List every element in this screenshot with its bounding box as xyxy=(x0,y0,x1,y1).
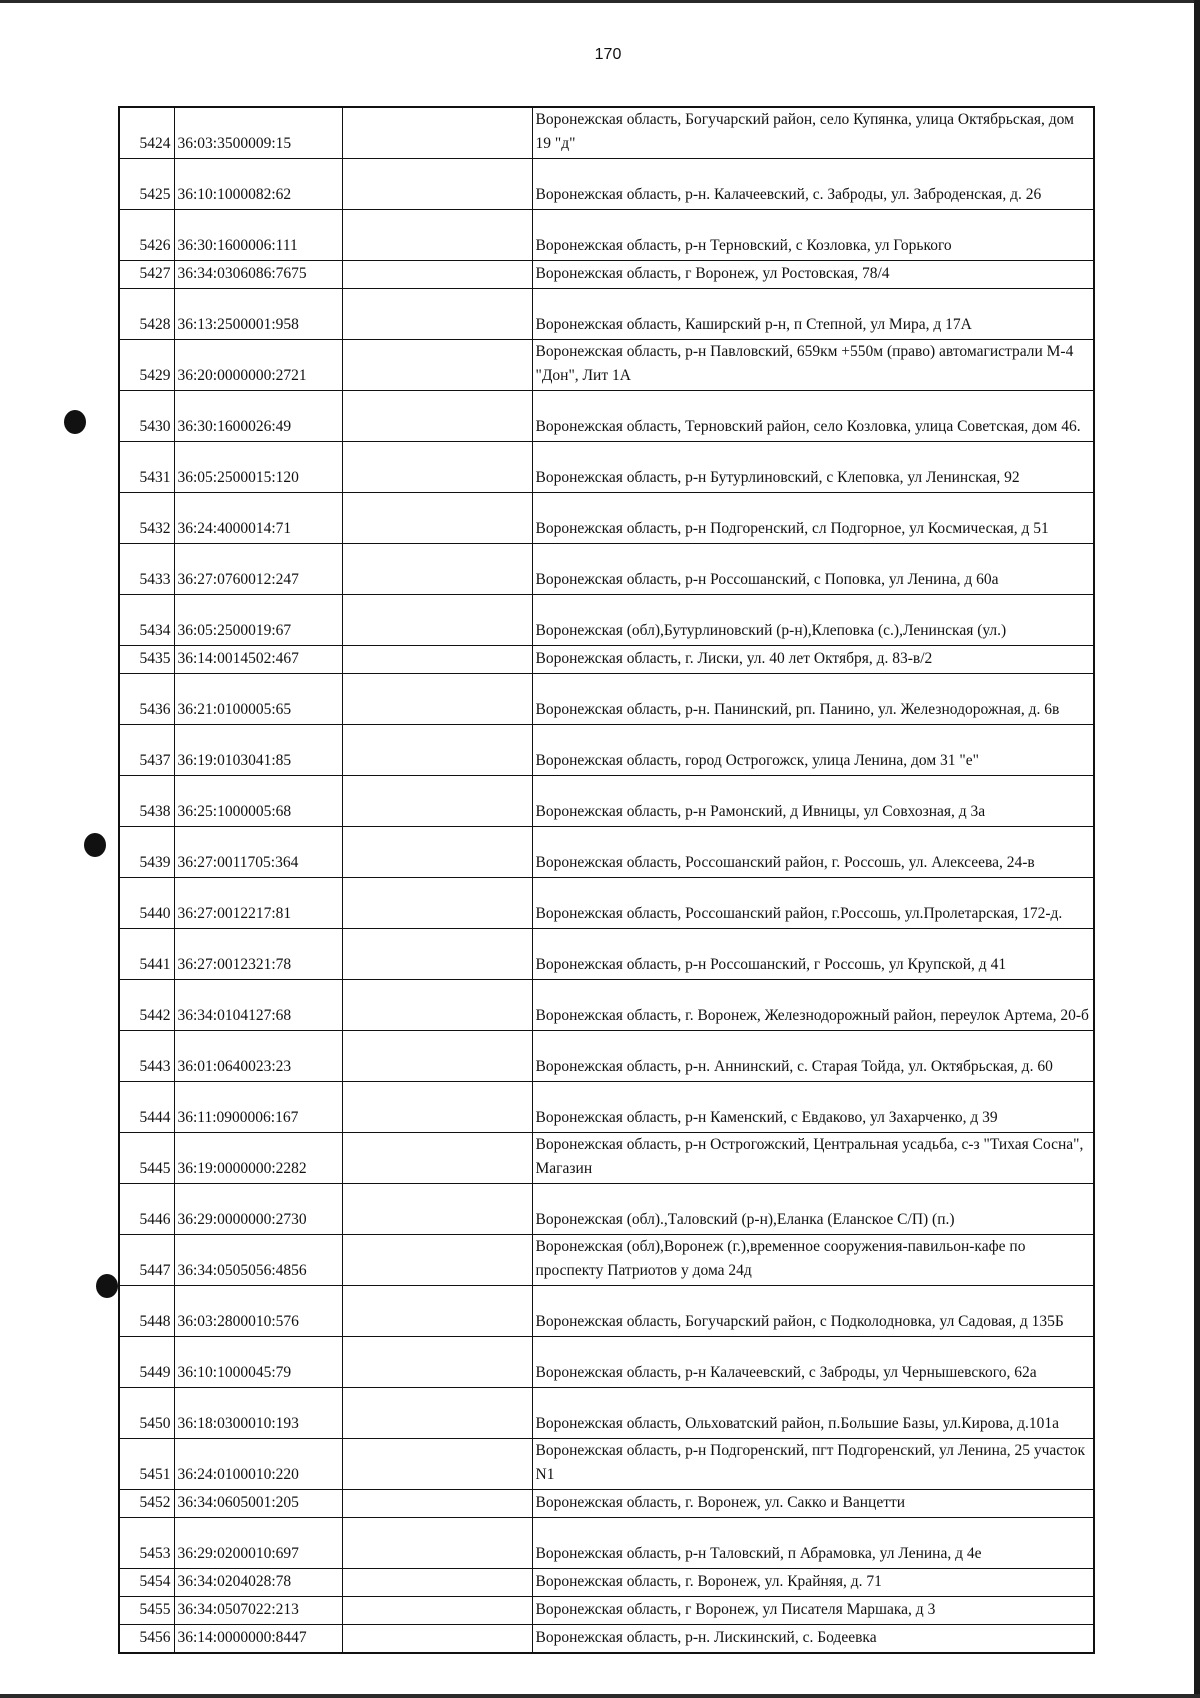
address-cell: Воронежская область, р-н. Аннинский, с. Старая Тойда, ул. Октябрьская, д. 60 xyxy=(532,1031,1094,1082)
cadastral-number-cell: 36:11:0900006:167 xyxy=(174,1082,342,1133)
table-row xyxy=(119,544,1094,595)
table-row xyxy=(119,1337,1094,1388)
table-row xyxy=(119,107,1094,159)
cadastral-number-cell: 36:21:0100005:65 xyxy=(174,674,342,725)
address-cell: Воронежская область, г. Лиски, ул. 40 лет Октября, д. 83-в/2 xyxy=(532,646,1094,674)
table-row xyxy=(119,1082,1094,1133)
punch-hole-mark xyxy=(96,1274,118,1298)
table-row xyxy=(119,980,1094,1031)
address-cell: Воронежская область, р-н Каменский, с Евдаково, ул Захарченко, д 39 xyxy=(532,1082,1094,1133)
blank-cell xyxy=(342,1625,532,1654)
punch-hole-mark xyxy=(64,410,86,434)
punch-hole-mark xyxy=(84,833,106,857)
address-cell: Воронежская область, р-н Бутурлиновский, с Клеповка, ул Ленинская, 92 xyxy=(532,442,1094,493)
cadastral-number-cell: 36:34:0507022:213 xyxy=(174,1597,342,1625)
table-row xyxy=(119,159,1094,210)
address-cell: Воронежская область, р-н Рамонский, д Ивницы, ул Совхозная, д 3а xyxy=(532,776,1094,827)
blank-cell xyxy=(342,646,532,674)
row-number-cell: 5438 xyxy=(119,776,174,827)
cadastral-number-cell: 36:05:2500015:120 xyxy=(174,442,342,493)
address-cell: Воронежская область, г Воронеж, ул Ростовская, 78/4 xyxy=(532,261,1094,289)
cadastral-number-cell: 36:14:0014502:467 xyxy=(174,646,342,674)
blank-cell xyxy=(342,1184,532,1235)
blank-cell xyxy=(342,1388,532,1439)
blank-cell xyxy=(342,493,532,544)
address-cell: Воронежская область, город Острогожск, улица Ленина, дом 31 "е" xyxy=(532,725,1094,776)
blank-cell xyxy=(342,1133,532,1184)
address-cell: Воронежская область, р-н. Лискинский, с. Бодеевка xyxy=(532,1625,1094,1654)
scan-edge-right xyxy=(1194,0,1200,1698)
blank-cell xyxy=(342,1235,532,1286)
scan-edge-bottom xyxy=(0,1694,1200,1698)
row-number-cell: 5430 xyxy=(119,391,174,442)
row-number-cell: 5437 xyxy=(119,725,174,776)
blank-cell xyxy=(342,1286,532,1337)
cadastral-number-cell: 36:14:0000000:8447 xyxy=(174,1625,342,1654)
address-cell: Воронежская область, р-н Терновский, с Козловка, ул Горького xyxy=(532,210,1094,261)
address-cell: Воронежская область, г Воронеж, ул Писателя Маршака, д 3 xyxy=(532,1597,1094,1625)
table-row xyxy=(119,1597,1094,1625)
table-row xyxy=(119,442,1094,493)
cadastral-number-cell: 36:10:1000082:62 xyxy=(174,159,342,210)
blank-cell xyxy=(342,1518,532,1569)
page-number: 170 xyxy=(594,46,622,63)
table-row xyxy=(119,1286,1094,1337)
cadastral-number-cell: 36:05:2500019:67 xyxy=(174,595,342,646)
row-number-cell: 5446 xyxy=(119,1184,174,1235)
address-cell: Воронежская область, р-н Подгоренский, сл Подгорное, ул Космическая, д 51 xyxy=(532,493,1094,544)
blank-cell xyxy=(342,1082,532,1133)
cadastral-number-cell: 36:34:0505056:4856 xyxy=(174,1235,342,1286)
address-cell: Воронежская область, р-н Таловский, п Абрамовка, ул Ленина, д 4е xyxy=(532,1518,1094,1569)
blank-cell xyxy=(342,1337,532,1388)
blank-cell xyxy=(342,1031,532,1082)
cadastral-number-cell: 36:01:0640023:23 xyxy=(174,1031,342,1082)
cadastral-number-cell: 36:27:0012217:81 xyxy=(174,878,342,929)
cadastral-number-cell: 36:19:0103041:85 xyxy=(174,725,342,776)
table-row xyxy=(119,391,1094,442)
table-row xyxy=(119,878,1094,929)
cadastral-number-cell: 36:10:1000045:79 xyxy=(174,1337,342,1388)
blank-cell xyxy=(342,1490,532,1518)
cadastral-number-cell: 36:19:0000000:2282 xyxy=(174,1133,342,1184)
blank-cell xyxy=(342,1569,532,1597)
table-row xyxy=(119,210,1094,261)
row-number-cell: 5439 xyxy=(119,827,174,878)
blank-cell xyxy=(342,544,532,595)
table-row xyxy=(119,289,1094,340)
address-cell: Воронежская область, г. Воронеж, ул. Сакко и Ванцетти xyxy=(532,1490,1094,1518)
table-row xyxy=(119,1235,1094,1286)
row-number-cell: 5451 xyxy=(119,1439,174,1490)
cadastral-number-cell: 36:29:0000000:2730 xyxy=(174,1184,342,1235)
cadastral-number-cell: 36:03:2800010:576 xyxy=(174,1286,342,1337)
cadastral-number-cell: 36:27:0760012:247 xyxy=(174,544,342,595)
address-cell: Воронежская (обл).,Таловский (р-н),Еланка (Еланское С/П) (п.) xyxy=(532,1184,1094,1235)
cadastral-number-cell: 36:24:0100010:220 xyxy=(174,1439,342,1490)
blank-cell xyxy=(342,595,532,646)
address-cell: Воронежская область, р-н Павловский, 659км +550м (право) автомагистрали М-4 "Дон", Лит 1А xyxy=(532,340,1094,391)
row-number-cell: 5436 xyxy=(119,674,174,725)
row-number-cell: 5435 xyxy=(119,646,174,674)
table-row xyxy=(119,1031,1094,1082)
blank-cell xyxy=(342,1597,532,1625)
blank-cell xyxy=(342,159,532,210)
row-number-cell: 5433 xyxy=(119,544,174,595)
row-number-cell: 5444 xyxy=(119,1082,174,1133)
table-row xyxy=(119,1490,1094,1518)
address-cell: Воронежская область, Богучарский район, с Подколодновка, ул Садовая, д 135Б xyxy=(532,1286,1094,1337)
table-row xyxy=(119,646,1094,674)
blank-cell xyxy=(342,674,532,725)
address-cell: Воронежская область, г. Воронеж, ул. Крайняя, д. 71 xyxy=(532,1569,1094,1597)
row-number-cell: 5434 xyxy=(119,595,174,646)
address-cell: Воронежская область, р-н. Панинский, рп. Панино, ул. Железнодорожная, д. 6в xyxy=(532,674,1094,725)
row-number-cell: 5448 xyxy=(119,1286,174,1337)
address-cell: Воронежская область, р-н Острогожский, Центральная усадьба, с-з "Тихая Сосна", Магазин xyxy=(532,1133,1094,1184)
address-cell: Воронежская область, р-н. Калачеевский, с. Заброды, ул. Заброденская, д. 26 xyxy=(532,159,1094,210)
cadastral-number-cell: 36:34:0306086:7675 xyxy=(174,261,342,289)
row-number-cell: 5441 xyxy=(119,929,174,980)
row-number-cell: 5447 xyxy=(119,1235,174,1286)
blank-cell xyxy=(342,391,532,442)
blank-cell xyxy=(342,107,532,159)
cadastral-number-cell: 36:27:0011705:364 xyxy=(174,827,342,878)
blank-cell xyxy=(342,725,532,776)
table-row xyxy=(119,827,1094,878)
row-number-cell: 5450 xyxy=(119,1388,174,1439)
row-number-cell: 5429 xyxy=(119,340,174,391)
address-cell: Воронежская область, р-н Россошанский, с Поповка, ул Ленина, д 60а xyxy=(532,544,1094,595)
blank-cell xyxy=(342,980,532,1031)
table-row xyxy=(119,1133,1094,1184)
address-cell: Воронежская область, Ольховатский район, п.Большие Базы, ул.Кирова, д.101а xyxy=(532,1388,1094,1439)
cadastral-number-cell: 36:29:0200010:697 xyxy=(174,1518,342,1569)
address-cell: Воронежская область, р-н Подгоренский, пгт Подгоренский, ул Ленина, 25 участок N1 xyxy=(532,1439,1094,1490)
blank-cell xyxy=(342,442,532,493)
table-row xyxy=(119,1184,1094,1235)
blank-cell xyxy=(342,929,532,980)
row-number-cell: 5445 xyxy=(119,1133,174,1184)
row-number-cell: 5456 xyxy=(119,1625,174,1654)
blank-cell xyxy=(342,289,532,340)
row-number-cell: 5452 xyxy=(119,1490,174,1518)
row-number-cell: 5428 xyxy=(119,289,174,340)
address-cell: Воронежская область, Каширский р-н, п Степной, ул Мира, д 17А xyxy=(532,289,1094,340)
address-cell: Воронежская область, Россошанский район, г.Россошь, ул.Пролетарская, 172-д. xyxy=(532,878,1094,929)
table-row xyxy=(119,1439,1094,1490)
blank-cell xyxy=(342,878,532,929)
address-cell: Воронежская область, р-н Россошанский, г Россошь, ул Крупской, д 41 xyxy=(532,929,1094,980)
table-row xyxy=(119,674,1094,725)
blank-cell xyxy=(342,210,532,261)
row-number-cell: 5431 xyxy=(119,442,174,493)
row-number-cell: 5449 xyxy=(119,1337,174,1388)
address-cell: Воронежская (обл),Бутурлиновский (р-н),Клеповка (с.),Ленинская (ул.) xyxy=(532,595,1094,646)
address-cell: Воронежская область, Богучарский район, село Купянка, улица Октябрьская, дом 19 "д" xyxy=(532,107,1094,159)
row-number-cell: 5440 xyxy=(119,878,174,929)
cadastral-number-cell: 36:03:3500009:15 xyxy=(174,107,342,159)
cadastral-number-cell: 36:18:0300010:193 xyxy=(174,1388,342,1439)
cadastral-number-cell: 36:27:0012321:78 xyxy=(174,929,342,980)
blank-cell xyxy=(342,1439,532,1490)
registry-table xyxy=(118,106,1095,1654)
row-number-cell: 5454 xyxy=(119,1569,174,1597)
table-row xyxy=(119,725,1094,776)
cadastral-number-cell: 36:34:0605001:205 xyxy=(174,1490,342,1518)
table-row xyxy=(119,1388,1094,1439)
address-cell: Воронежская область, Терновский район, село Козловка, улица Советская, дом 46. xyxy=(532,391,1094,442)
address-cell: Воронежская область, г. Воронеж, Железнодорожный район, переулок Артема, 20-б xyxy=(532,980,1094,1031)
row-number-cell: 5427 xyxy=(119,261,174,289)
table-row xyxy=(119,1625,1094,1654)
address-cell: Воронежская область, р-н Калачеевский, с Заброды, ул Чернышевского, 62а xyxy=(532,1337,1094,1388)
table-row xyxy=(119,595,1094,646)
cadastral-number-cell: 36:34:0204028:78 xyxy=(174,1569,342,1597)
row-number-cell: 5425 xyxy=(119,159,174,210)
table-row xyxy=(119,493,1094,544)
blank-cell xyxy=(342,340,532,391)
table-row xyxy=(119,261,1094,289)
table-row xyxy=(119,340,1094,391)
row-number-cell: 5455 xyxy=(119,1597,174,1625)
cadastral-number-cell: 36:25:1000005:68 xyxy=(174,776,342,827)
cadastral-number-cell: 36:24:4000014:71 xyxy=(174,493,342,544)
table-row xyxy=(119,929,1094,980)
address-cell: Воронежская (обл),Воронеж (г.),временное сооружения-павильон-кафе по проспекту Патриотов у дома 24д xyxy=(532,1235,1094,1286)
address-cell: Воронежская область, Россошанский район, г. Россошь, ул. Алексеева, 24-в xyxy=(532,827,1094,878)
scan-edge-top xyxy=(0,0,1200,3)
cadastral-number-cell: 36:20:0000000:2721 xyxy=(174,340,342,391)
row-number-cell: 5443 xyxy=(119,1031,174,1082)
cadastral-number-cell: 36:30:1600026:49 xyxy=(174,391,342,442)
cadastral-number-cell: 36:13:2500001:958 xyxy=(174,289,342,340)
registry-table-body xyxy=(119,107,1094,1653)
cadastral-number-cell: 36:30:1600006:111 xyxy=(174,210,342,261)
row-number-cell: 5424 xyxy=(119,107,174,159)
cadastral-number-cell: 36:34:0104127:68 xyxy=(174,980,342,1031)
table-row xyxy=(119,1518,1094,1569)
blank-cell xyxy=(342,827,532,878)
blank-cell xyxy=(342,261,532,289)
blank-cell xyxy=(342,776,532,827)
row-number-cell: 5442 xyxy=(119,980,174,1031)
row-number-cell: 5453 xyxy=(119,1518,174,1569)
row-number-cell: 5426 xyxy=(119,210,174,261)
table-row xyxy=(119,776,1094,827)
table-row xyxy=(119,1569,1094,1597)
row-number-cell: 5432 xyxy=(119,493,174,544)
